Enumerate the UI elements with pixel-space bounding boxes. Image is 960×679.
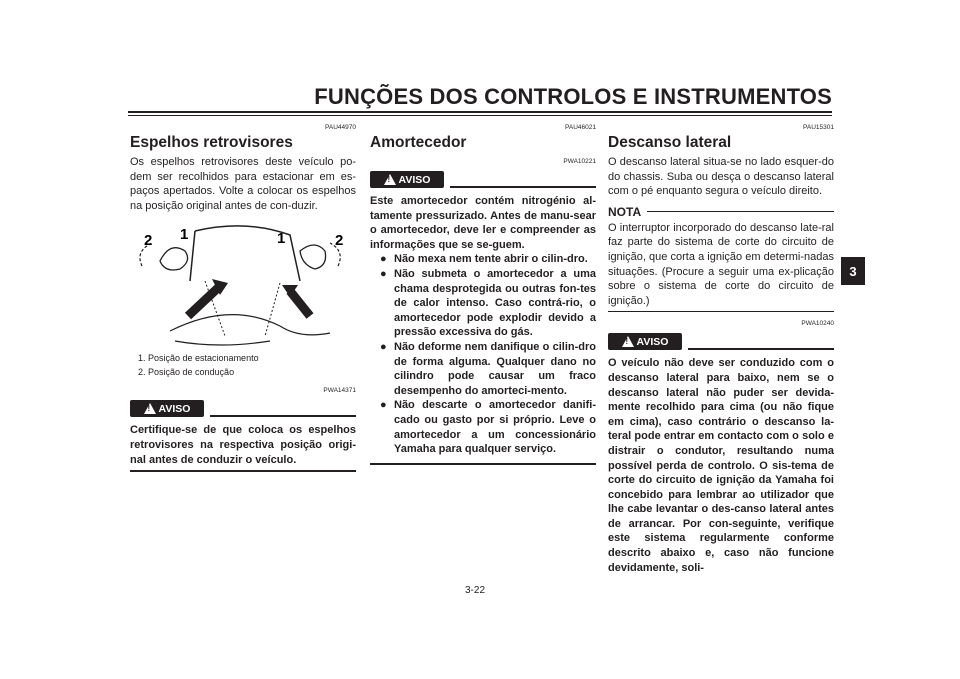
section-title: Descanso lateral xyxy=(608,134,732,151)
warning-triangle-icon: ! xyxy=(144,403,156,414)
warning-end-rule xyxy=(370,463,596,465)
warning-header xyxy=(130,397,356,417)
note-label: NOTA xyxy=(608,204,642,219)
caption-1: 1. Posição de estacionamento xyxy=(138,353,259,364)
bullet-icon: ● xyxy=(380,340,387,353)
section-code: PAU15301 xyxy=(803,124,834,131)
warning-badge xyxy=(130,400,204,417)
list-item: ● Não mexa nem tente abrir o cilin-dro. xyxy=(380,253,588,266)
bullet-icon: ● xyxy=(380,399,387,412)
section-code: PAU44970 xyxy=(325,124,356,131)
note-text: O interruptor incorporado do descanso late-ral faz parte do sistema de corte do circuito de ignição, que corta a ignição em determi-nadas situações. (Procure a seguir uma ex-plicação sobre o sistema de corte do circuito de ignição.) xyxy=(608,221,834,307)
warning-triangle-icon: ! xyxy=(384,174,396,185)
chapter-tab: 3 xyxy=(841,257,865,285)
warning-header xyxy=(608,330,834,350)
warning-intro: Este amortecedor contém nitrogénio al-tamente pressurizado. Antes de manu-sear o amortecedor, deve ler e compreender as informações que se se-guem. xyxy=(370,195,596,251)
section-code: PAU46021 xyxy=(565,124,596,131)
column-sidestand xyxy=(608,124,834,575)
note-header xyxy=(608,205,834,219)
note-end-rule xyxy=(608,311,834,312)
warning-label: AVISO xyxy=(158,402,191,415)
section-title: Amortecedor xyxy=(370,134,467,151)
figure-label: 1 xyxy=(180,226,189,244)
header-rule-thin xyxy=(128,115,832,116)
header-rule xyxy=(128,111,832,113)
warning-label: AVISO xyxy=(636,335,669,348)
list-item: ● Não submeta o amortecedor a uma chama desprotegida ou outras fon-tes de calor intenso. Caso contrá-rio, o amortecedor pode explodir devido a pressão excessiva do gás. xyxy=(380,267,596,339)
column-shock-absorber xyxy=(370,124,596,465)
mirror-figure xyxy=(130,221,356,351)
note-rule xyxy=(647,211,834,212)
warning-triangle-icon: ! xyxy=(622,336,634,347)
page-number: 3-22 xyxy=(465,585,486,596)
figure-label: 2 xyxy=(144,232,153,250)
warning-rule xyxy=(450,186,596,188)
warning-badge xyxy=(608,333,682,350)
bullet-icon: ● xyxy=(380,253,387,266)
section-body: O descanso lateral situa-se no lado esquer-do do chassis. Suba ou desça o descanso lateral com o pé enquanto segura o veículo direito. xyxy=(608,156,834,198)
section-body: Os espelhos retrovisores deste veículo po-dem ser recolhidos para estacionar em es-paços apertados. Volte a colocar os espelhos na posição original antes de con-duzir. xyxy=(130,156,356,212)
warning-header xyxy=(370,168,596,188)
warning-badge xyxy=(370,171,444,188)
warning-rule xyxy=(210,415,356,417)
warning-bullet-list xyxy=(380,252,596,456)
list-item: ● Não deforme nem danifique o cilin-dro de forma alguma. Qualquer dano no cilindro pode causar um fraco desempenho do amorteci-mento. xyxy=(380,340,596,397)
warning-code: PWA10240 xyxy=(801,320,834,328)
list-item: ● Não descarte o amortecedor danifi-cado ou gasto por si próprio. Leve o amortecedor a um concessionário Yamaha para qualquer serviço. xyxy=(380,399,596,456)
section-title: Espelhos retrovisores xyxy=(130,134,293,151)
bullet-icon: ● xyxy=(380,267,387,280)
mirror-illustration xyxy=(130,221,356,351)
warning-code: PWA14371 xyxy=(323,387,356,395)
warning-text: Certifique-se de que coloca os espelhos retrovisores na respectiva posição origi-nal antes de conduzir o veículo. xyxy=(130,424,356,466)
figure-label: 1 xyxy=(277,230,286,248)
figure-label: 2 xyxy=(335,232,344,250)
warning-code: PWA10221 xyxy=(563,158,596,165)
warning-text: O veículo não deve ser conduzido com o descanso lateral para baixo, nem se o descanso lateral não puder ser devida-mente recolhido para cima (ou não fique em cima), caso contrário o descanso la-teral pode entrar em contacto com o solo e distrair o condutor, resultando numa possível perda de controlo. O sis-tema de corte do circuito de ignição da Yamaha foi concebido para lembrar ao utilizador que lhe cabe levantar o des-canso lateral antes de arrancar. Por con-seguinte, verifique este sistema regularmente conforme descrito abaixo e, caso não funcione devidamente, soli- xyxy=(608,357,834,574)
column-mirrors xyxy=(130,124,356,472)
warning-rule xyxy=(688,348,834,350)
warning-end-rule xyxy=(130,470,356,472)
page-header-title: FUNÇÕES DOS CONTROLOS E INSTRUMENTOS xyxy=(314,84,832,109)
caption-2: 2. Posição de condução xyxy=(138,367,235,378)
warning-label: AVISO xyxy=(398,173,431,186)
